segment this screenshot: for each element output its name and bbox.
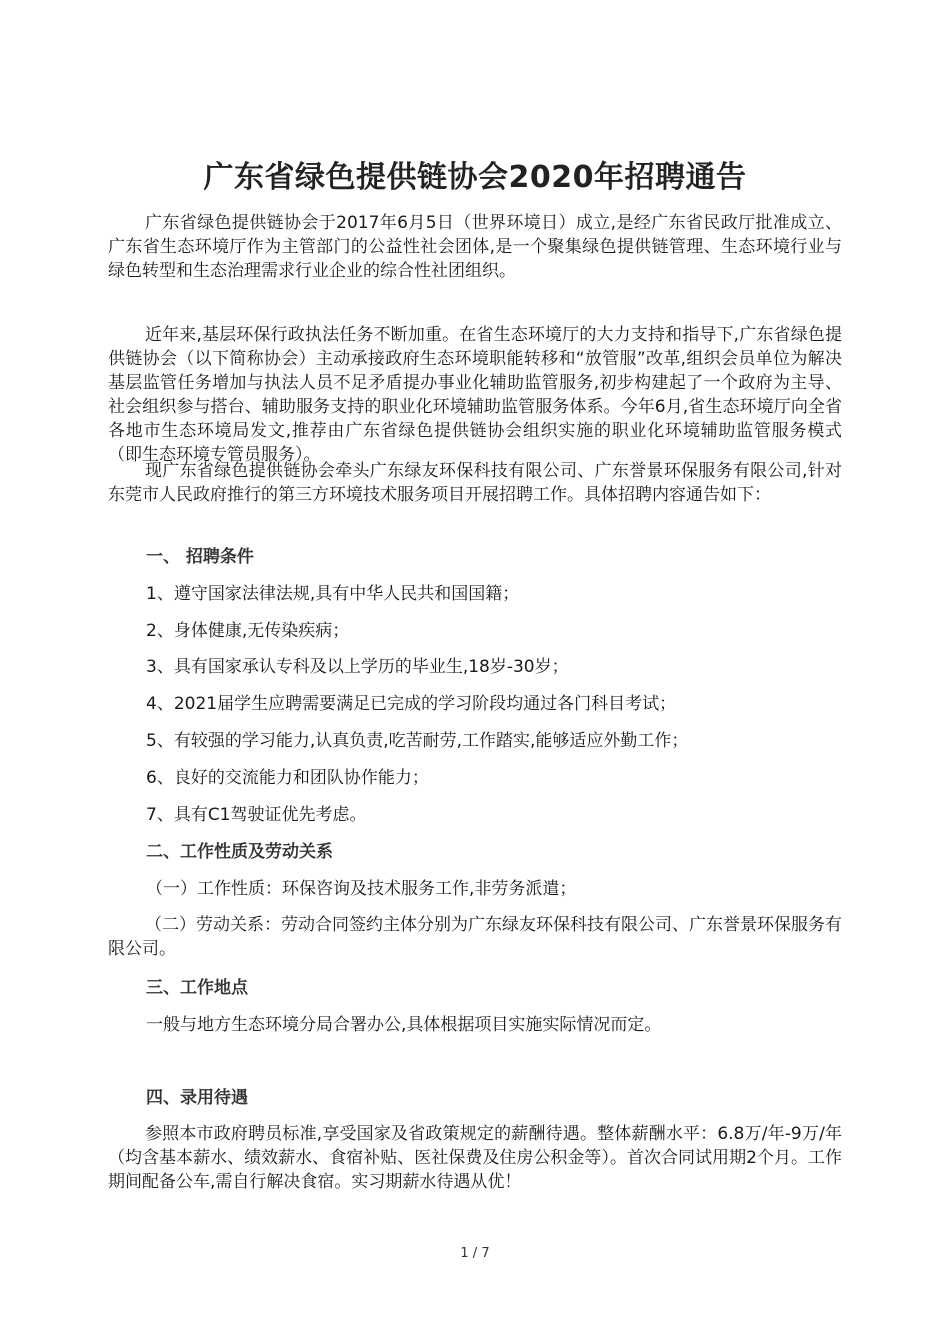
requirement-item-7: 7、具有C1驾驶证优先考虑。 [146, 805, 367, 825]
requirement-item-3: 3、具有国家承认专科及以上学历的毕业生,18岁-30岁； [146, 657, 569, 677]
labor-relation-text: （二）劳动关系：劳动合同签约主体分别为广东绿友环保科技有限公司、广东誉景环保服务有限公司。 [108, 915, 842, 959]
section-heading-requirements: 一、 招聘条件 [146, 547, 254, 567]
intro-paragraph-3: 现广东省绿色提供链协会牵头广东绿友环保科技有限公司、广东誉景环保服务有限公司,针对东莞市人民政府推行的第三方环境技术服务项目开展招聘工作。具体招聘内容通告如下： [108, 461, 842, 505]
requirement-item-5: 5、有较强的学习能力,认真负责,吃苦耐劳,工作踏实,能够适应外勤工作； [146, 731, 689, 751]
section-heading-benefits: 四、录用待遇 [146, 1088, 248, 1108]
work-nature-text: （一）工作性质：环保咨询及技术服务工作,非劳务派遣； [146, 879, 577, 899]
location-text: 一般与地方生态环境分局合署办公,具体根据项目实施实际情况而定。 [146, 1015, 662, 1035]
benefits-text: 参照本市政府聘员标准,享受国家及省政策规定的薪酬待遇。整体薪酬水平：6.8万/年-9万/年（均含基本薪水、绩效薪水、食宿补贴、医社保费及住房公积金等）。首次合同试用期2个月。工作期间配备公车,需自行解决食宿。实习期薪水待遇从优！ [108, 1124, 842, 1192]
page-title: 广东省绿色提供链协会2020年招聘通告 [203, 160, 747, 195]
intro-paragraph-2: 近年来,基层环保行政执法任务不断加重。在省生态环境厅的大力支持和指导下,广东省绿色提供链协会（以下简称协会）主动承接政府生态环境职能转移和“放管服”改革,组织会员单位为解决基层监管任务增加与执法人员不足矛盾提办事业化辅助监管服务,初步构建起了一个政府为主导、社会组织参与搭台、辅助服务支持的职业化环境辅助监管服务体系。今年6月,省生态环境厅向全省各地市生态环境局发文,推荐由广东省绿色提供链协会组织实施的职业化环境辅助监管服务模式（即生态环境专管员服务）。 [108, 325, 842, 465]
section-heading-location: 三、工作地点 [146, 978, 248, 998]
intro-paragraph-1: 广东省绿色提供链协会于2017年6月5日（世界环境日）成立,是经广东省民政厅批准成立、广东省生态环境厅作为主管部门的公益性社会团体,是一个聚集绿色提供链管理、生态环境行业与绿色转型和生态治理需求行业企业的综合性社团组织。 [108, 213, 842, 281]
requirement-item-6: 6、良好的交流能力和团队协作能力； [146, 768, 429, 788]
requirement-item-4: 4、2021届学生应聘需要满足已完成的学习阶段均通过各门科目考试； [146, 694, 677, 714]
requirement-item-1: 1、遵守国家法律法规,具有中华人民共和国国籍； [146, 584, 520, 604]
section-heading-work-nature: 二、工作性质及劳动关系 [146, 842, 333, 862]
page-number: 1 / 7 [460, 1246, 490, 1261]
requirement-item-2: 2、身体健康,无传染疾病； [146, 621, 350, 641]
